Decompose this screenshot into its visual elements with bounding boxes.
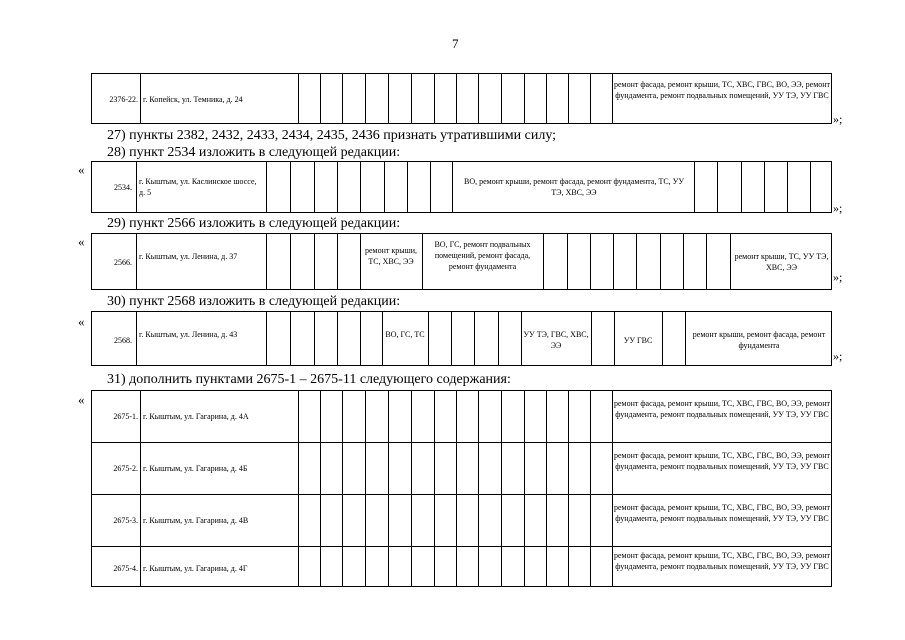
row-works-col2: ВО, ГС, ремонт подвальных помещений, ремонт фасада, ремонт фундамента [434,240,531,271]
column-divider [474,312,475,365]
column-divider [662,312,663,365]
column-divider [568,391,569,586]
column-divider [683,234,684,289]
table-row-2566 [91,233,832,290]
column-divider [298,391,299,586]
row-number: 2568. [114,336,132,345]
column-divider [694,162,695,212]
column-divider [568,74,569,123]
column-divider [320,74,321,123]
column-divider [546,391,547,586]
column-divider [787,162,788,212]
paragraph-31: 31) дополнить пунктами 2675-1 – 2675-11 следующего содержания: [107,372,511,387]
table-row-2534 [91,161,832,213]
column-divider [314,234,315,289]
opening-quote: « [78,162,85,177]
column-divider [411,74,412,123]
row-number: 2566. [114,258,132,267]
column-divider [136,162,137,212]
row-works: ВО, ремонт крыши, ремонт фасада, ремонт фундамента, ТС, УУ ТЭ, ХВС, ЭЭ [463,177,685,197]
column-divider [428,312,429,365]
page-number: 7 [452,36,459,51]
paragraph-27: 27) пункты 2382, 2432, 2433, 2434, 2435, 2436 признать утратившими силу; [107,128,557,143]
paragraph-28: 28) пункт 2534 изложить в следующей редакции: [107,145,401,160]
column-divider [524,391,525,586]
row-number: 2675-1. [113,412,138,421]
column-divider [298,74,299,123]
column-divider [342,391,343,586]
row-address: г. Копейск, ул. Темника, д. 24 [143,95,243,104]
row-address: г. Кыштым, ул. Каслинское шоссе, д. 5 [139,177,257,197]
column-divider [567,234,568,289]
paragraph-29: 29) пункт 2566 изложить в следующей редакции: [107,216,401,231]
column-divider [590,391,591,586]
column-divider [741,162,742,212]
row-address: г. Кыштым, ул. Гагарина, д. 4А [143,412,249,421]
column-divider [290,312,291,365]
column-divider [521,312,522,365]
row-address: г. Кыштым, ул. Ленина, д. 37 [139,252,238,261]
column-divider [384,162,385,212]
column-divider [136,234,137,289]
column-divider [266,312,267,365]
column-divider [478,74,479,123]
column-divider [764,162,765,212]
row-divider [92,494,831,495]
table-row-2568 [91,311,832,366]
column-divider [456,74,457,123]
column-divider [590,234,591,289]
row-address: г. Кыштым, ул. Гагарина, д. 4В [143,516,249,525]
column-divider [382,312,383,365]
column-divider [342,74,343,123]
column-divider [614,312,615,365]
row-number: 2675-4. [113,564,138,573]
column-divider [337,162,338,212]
row-works-col4: ремонт крыши, ремонт фасада, ремонт фундамента [692,330,826,350]
column-divider [365,391,366,586]
column-divider [320,391,321,586]
row-works: ремонт фасада, ремонт крыши, ТС, ХВС, ГВС, ВО, ЭЭ, ремонт фундамента, ремонт подвальных помещений, УУ ТЭ, УУ ГВС [613,80,831,100]
column-divider [501,74,502,123]
column-divider [360,234,361,289]
column-divider [434,391,435,586]
column-divider [430,162,431,212]
column-divider [136,312,137,365]
column-divider [660,234,661,289]
column-divider [360,162,361,212]
column-divider [590,74,591,123]
column-divider [546,74,547,123]
column-divider [434,74,435,123]
column-divider [407,162,408,212]
column-divider [451,312,452,365]
column-divider [388,391,389,586]
row-address: г. Кыштым, ул. Гагарина, д. 4Б [143,464,248,473]
column-divider [314,312,315,365]
column-divider [456,391,457,586]
row-works: ремонт фасада, ремонт крыши, ТС, ХВС, ГВС, ВО, ЭЭ, ремонт фундамента, ремонт подвальных помещений, УУ ТЭ, УУ ГВС [613,399,831,419]
row-works-col1: ремонт крыши, ТС, ХВС, ЭЭ [364,246,418,266]
table-row-2376-22 [91,73,832,124]
row-number: 2376-22. [109,95,138,104]
column-divider [636,234,637,289]
opening-quote: « [78,314,85,329]
column-divider [360,312,361,365]
column-divider [266,234,267,289]
row-works-col2: УУ ТЭ, ГВС, ХВС, ЭЭ [523,330,589,350]
row-works: ремонт фасада, ремонт крыши, ТС, ХВС, ГВС, ВО, ЭЭ, ремонт фундамента, ремонт подвальных помещений, УУ ТЭ, УУ ГВС [613,451,831,471]
row-works: ремонт фасада, ремонт крыши, ТС, ХВС, ГВС, ВО, ЭЭ, ремонт фундамента, ремонт подвальных помещений, УУ ТЭ, УУ ГВС [613,551,831,571]
column-divider [411,391,412,586]
table-rows-2675 [91,390,832,587]
row-divider [92,442,831,443]
row-works-col3: УУ ГВС [623,336,653,345]
column-divider [543,234,544,289]
column-divider [591,312,592,365]
row-number: 2534. [114,183,132,192]
row-address: г. Кыштым, ул. Гагарина, д. 4Г [143,564,248,573]
column-divider [388,74,389,123]
opening-quote: « [78,392,85,407]
row-works-col1: ВО, ГС, ТС [385,330,425,339]
closing-quote: »; [833,112,843,126]
column-divider [290,234,291,289]
column-divider [498,312,499,365]
column-divider [706,234,707,289]
column-divider [290,162,291,212]
column-divider [613,234,614,289]
column-divider [337,312,338,365]
column-divider [140,74,141,123]
row-divider [92,546,831,547]
column-divider [422,234,423,289]
column-divider [478,391,479,586]
column-divider [314,162,315,212]
row-address: г. Кыштым, ул. Ленина, д. 43 [139,330,238,339]
column-divider [810,162,811,212]
closing-quote: »; [833,349,843,363]
closing-quote: »; [833,270,843,284]
row-works: ремонт фасада, ремонт крыши, ТС, ХВС, ГВС, ВО, ЭЭ, ремонт фундамента, ремонт подвальных помещений, УУ ТЭ, УУ ГВС [613,503,831,523]
opening-quote: « [78,234,85,249]
column-divider [524,74,525,123]
column-divider [140,391,141,586]
column-divider [337,234,338,289]
paragraph-30: 30) пункт 2568 изложить в следующей редакции: [107,294,401,309]
row-number: 2675-3. [113,516,138,525]
column-divider [452,162,453,212]
column-divider [266,162,267,212]
column-divider [501,391,502,586]
column-divider [685,312,686,365]
row-number: 2675-2. [113,464,138,473]
column-divider [717,162,718,212]
column-divider [365,74,366,123]
closing-quote: »; [833,201,843,215]
column-divider [730,234,731,289]
row-works-col3: ремонт крыши, ТС, УУ ТЭ, ХВС, ЭЭ [734,252,829,272]
